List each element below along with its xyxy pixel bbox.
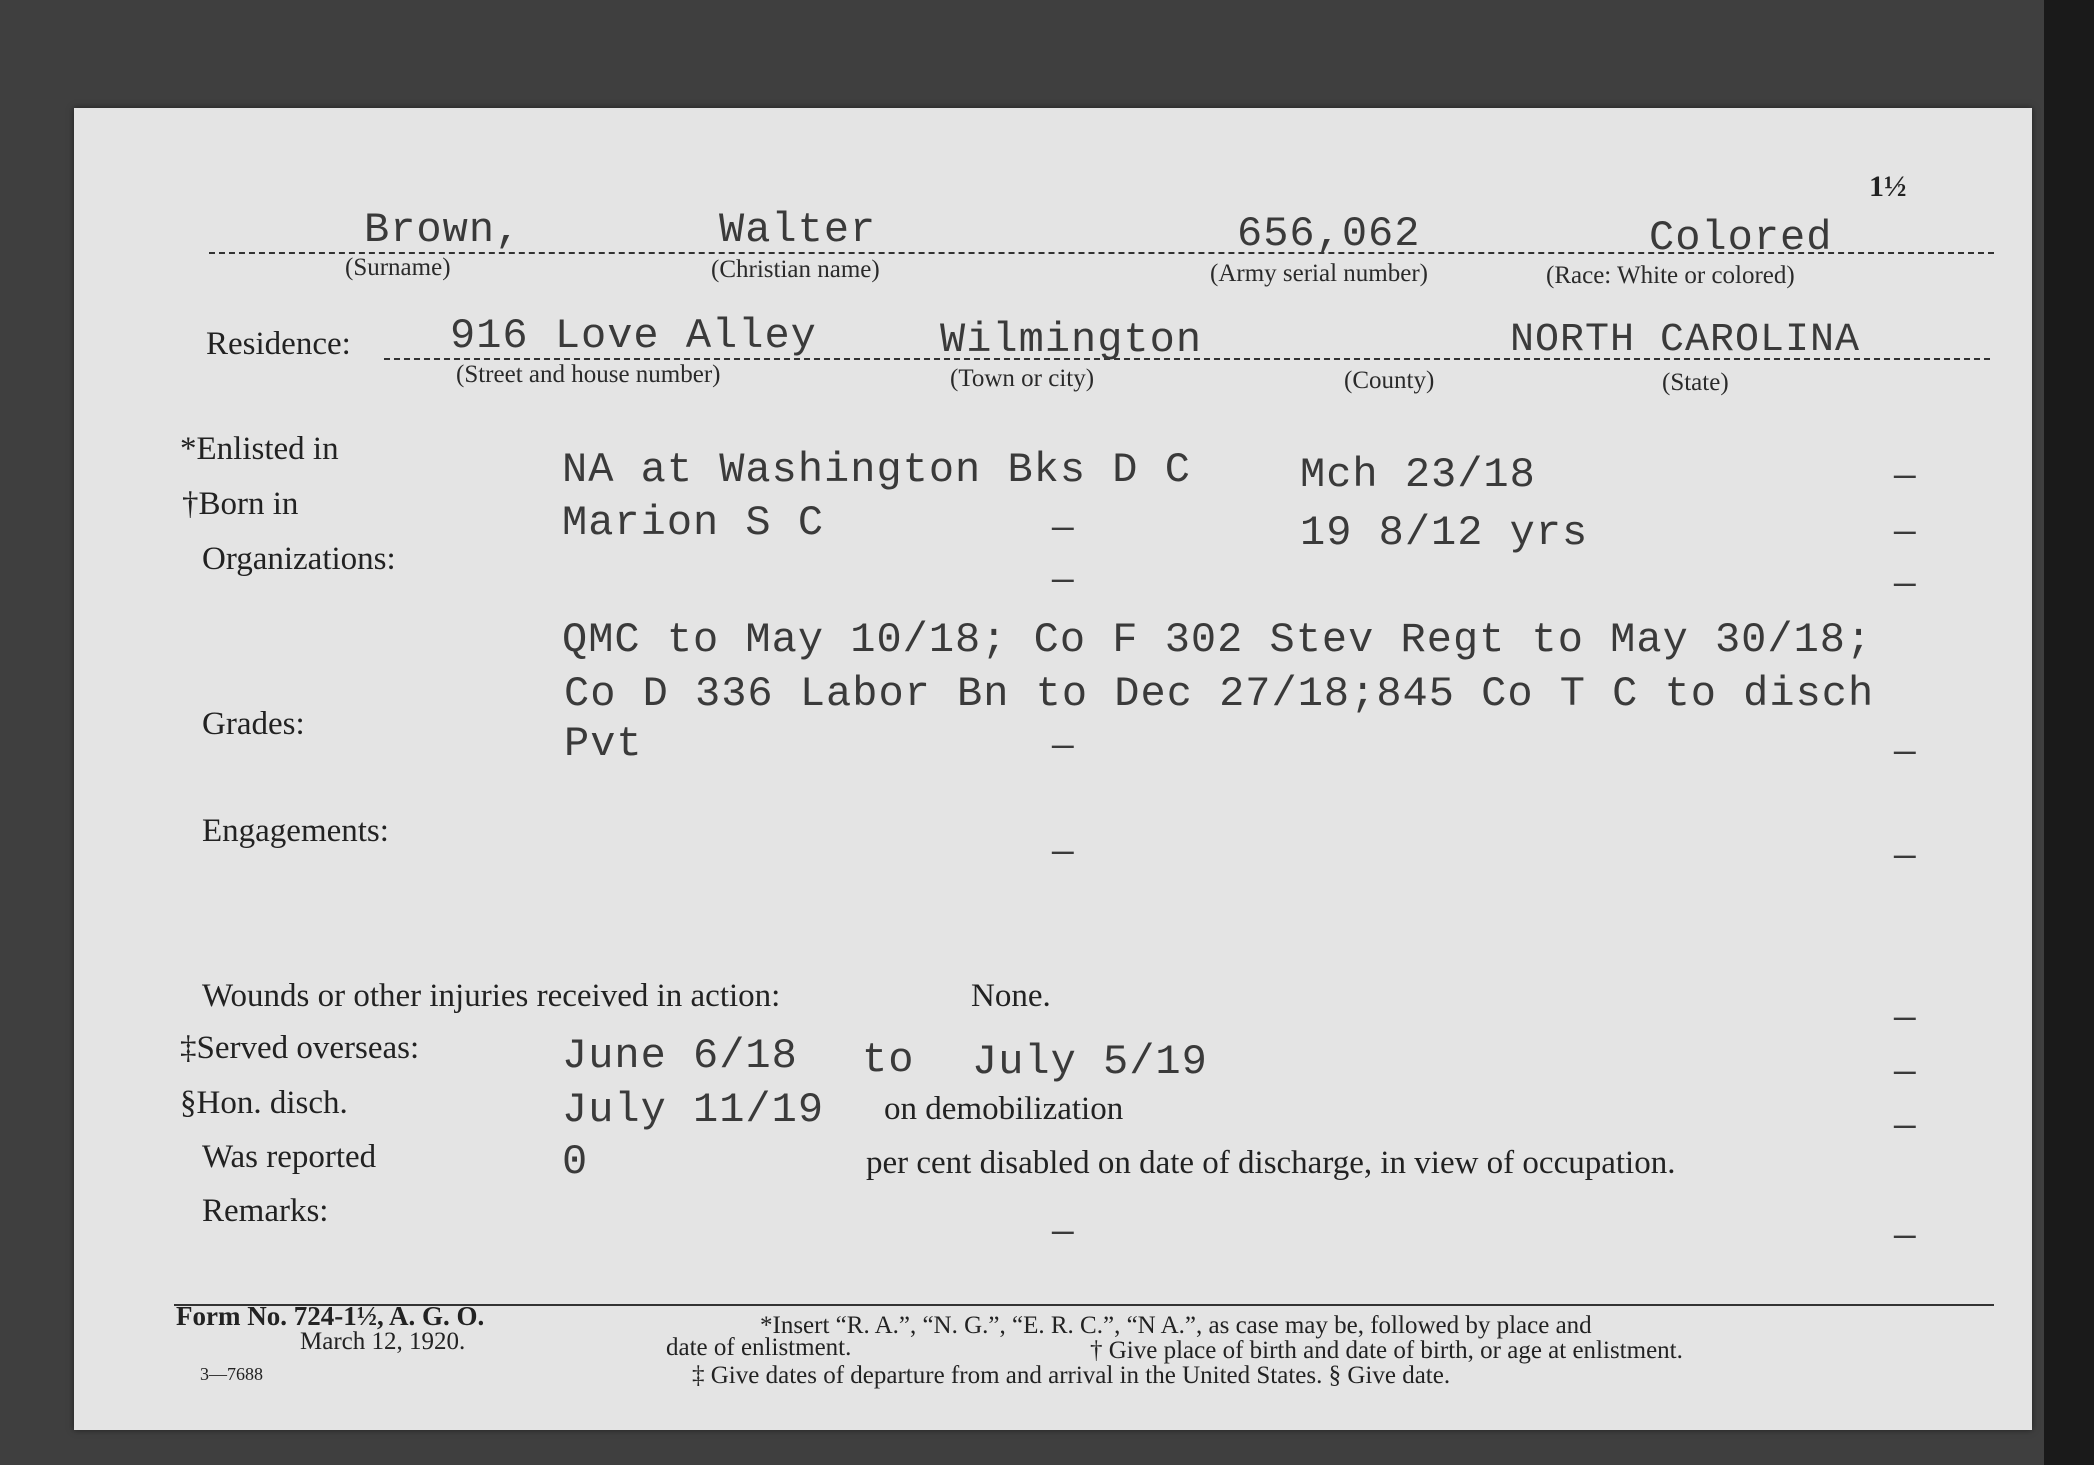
born-age-value: 19 8/12 yrs xyxy=(1300,509,1589,557)
dash-mark: — xyxy=(1894,732,1916,773)
organization-line-2: Co D 336 Labor Bn to Dec 27/18;845 Co T C to disch xyxy=(564,670,1875,718)
overseas-to-word: to xyxy=(862,1036,915,1084)
grades-label: Grades: xyxy=(202,706,305,742)
street-value: 916 Love Alley xyxy=(450,312,817,360)
discharge-date-value: July 11/19 xyxy=(562,1086,825,1134)
remarks-label: Remarks: xyxy=(202,1193,329,1229)
enlisted-label: *Enlisted in xyxy=(180,431,339,467)
disabled-statement: per cent disabled on date of discharge, in view of occupation. xyxy=(866,1145,1676,1181)
sheet-number: 1½ xyxy=(1869,170,1907,203)
state-value: NORTH CAROLINA xyxy=(1510,318,1861,363)
residence-label: Residence: xyxy=(206,326,351,362)
served-overseas-label: ‡Served overseas: xyxy=(180,1030,420,1066)
dash-mark: — xyxy=(1052,1212,1074,1253)
born-label: †Born in xyxy=(182,486,299,522)
organization-line-1: QMC to May 10/18; Co F 302 Stev Regt to May 30/18; xyxy=(562,616,1873,664)
state-caption: (State) xyxy=(1662,369,1729,396)
form-number: Form No. 724-1½, A. G. O. xyxy=(176,1301,485,1331)
dash-mark: — xyxy=(1052,726,1074,767)
town-caption: (Town or city) xyxy=(950,365,1095,392)
scanner-edge xyxy=(2044,0,2094,1465)
enlisted-place-value: NA at Washington Bks D C xyxy=(562,446,1191,494)
christian-name-value: Walter xyxy=(719,206,877,254)
born-place-value: Marion S C xyxy=(562,499,825,547)
surname-value: Brown, xyxy=(364,206,522,254)
dash-mark: — xyxy=(1894,1052,1916,1093)
enlisted-date-value: Mch 23/18 xyxy=(1300,451,1536,499)
christian-name-caption: (Christian name) xyxy=(711,256,880,283)
race-value: Colored xyxy=(1649,214,1833,262)
overseas-departure-value: June 6/18 xyxy=(562,1032,798,1080)
disabled-percent-value: 0 xyxy=(562,1138,589,1186)
dash-mark: — xyxy=(1052,508,1074,549)
race-caption: (Race: White or colored) xyxy=(1546,262,1795,289)
footnote-birth: † Give place of birth and date of birth, or age at enlistment. xyxy=(1090,1337,1683,1364)
wounds-label: Wounds or other injuries received in action: xyxy=(202,978,781,1014)
footnote-enlistment-cont: date of enlistment. xyxy=(666,1334,852,1361)
engagements-label: Engagements: xyxy=(202,813,389,849)
dash-mark: — xyxy=(1894,1106,1916,1147)
print-number: 3—7688 xyxy=(200,1364,263,1384)
dash-mark: — xyxy=(1894,564,1916,605)
dash-mark: — xyxy=(1894,512,1916,553)
honorable-discharge-label: §Hon. disch. xyxy=(180,1085,348,1121)
dash-mark: — xyxy=(1052,832,1074,873)
service-record-card xyxy=(74,108,2032,1430)
reported-label: Was reported xyxy=(202,1139,377,1175)
dash-mark: — xyxy=(1894,998,1916,1039)
footnote-enlistment: *Insert “R. A.”, “N. G.”, “E. R. C.”, “N A.”, as case may be, followed by place and xyxy=(760,1312,1592,1339)
dash-mark: — xyxy=(1052,560,1074,601)
wounds-value: None. xyxy=(971,978,1051,1014)
footnote-overseas: ‡ Give dates of departure from and arrival in the United States. § Give date. xyxy=(692,1362,1451,1389)
serial-caption: (Army serial number) xyxy=(1210,260,1428,287)
grade-value: Pvt xyxy=(564,720,643,768)
overseas-return-value: July 5/19 xyxy=(972,1038,1208,1086)
discharge-reason-value: on demobilization xyxy=(884,1091,1124,1127)
surname-caption: (Surname) xyxy=(345,254,451,281)
dash-mark: — xyxy=(1894,836,1916,877)
form-date: March 12, 1920. xyxy=(300,1328,466,1355)
town-value: Wilmington xyxy=(940,316,1203,364)
organizations-label: Organizations: xyxy=(202,541,396,577)
dash-mark: — xyxy=(1894,1216,1916,1257)
street-caption: (Street and house number) xyxy=(456,361,721,388)
serial-number-value: 656,062 xyxy=(1237,210,1421,258)
county-caption: (County) xyxy=(1344,367,1435,394)
dash-mark: — xyxy=(1894,456,1916,497)
